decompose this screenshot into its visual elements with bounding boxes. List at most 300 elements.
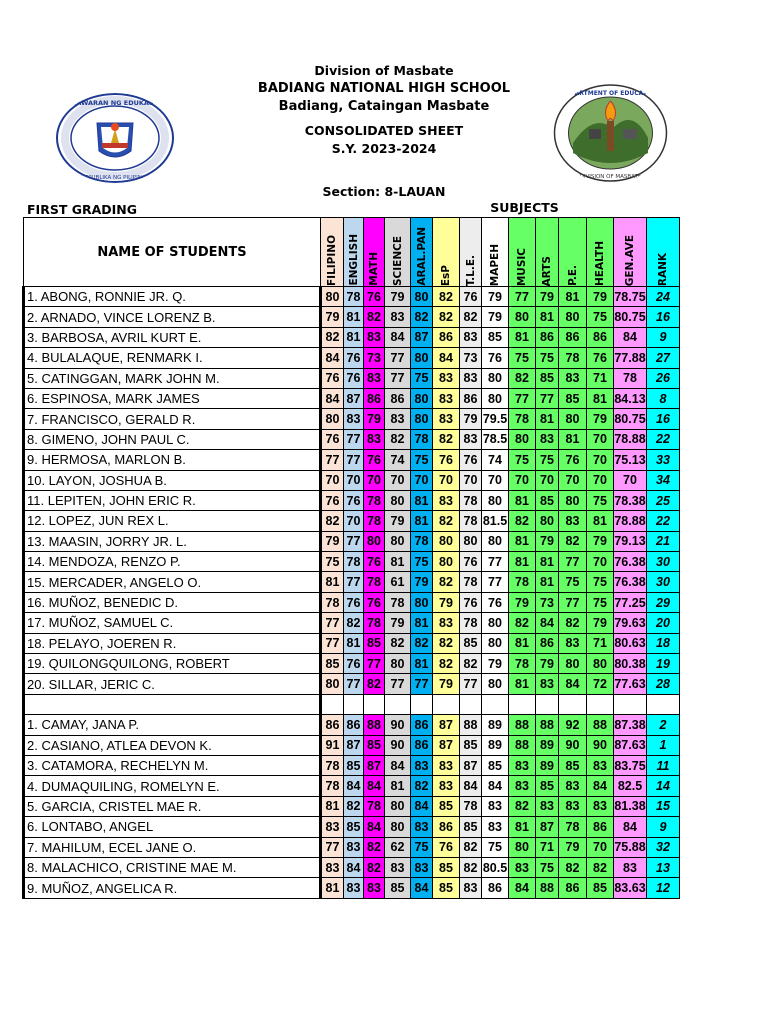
- grade-cell: 88: [536, 715, 559, 735]
- grade-cell: 78: [364, 796, 385, 816]
- grade-cell: 81: [385, 776, 411, 796]
- grade-cell: 76: [321, 429, 344, 449]
- grade-cell: 83: [460, 327, 482, 347]
- grade-cell: 77: [385, 348, 411, 368]
- table-row: [24, 592, 680, 612]
- grade-cell: 82: [460, 857, 482, 877]
- grade-cell: 88: [587, 715, 614, 735]
- grade-cell: 86: [433, 817, 460, 837]
- column-header: [460, 218, 482, 287]
- grade-cell: 79: [482, 307, 509, 327]
- empty-cell: [385, 694, 411, 714]
- svg-text:REPUBLIKA NG PILIPINAS: REPUBLIKA NG PILIPINAS: [80, 175, 150, 181]
- grade-cell: 80: [385, 490, 411, 510]
- grade-cell: 70: [587, 552, 614, 572]
- grade-cell: 85: [482, 755, 509, 775]
- grade-cell: 82: [559, 613, 587, 633]
- column-header: [482, 218, 509, 287]
- average-cell: 78.88: [614, 429, 647, 449]
- grade-cell: 80: [411, 592, 433, 612]
- grade-cell: 75: [536, 857, 559, 877]
- average-cell: 83.63: [614, 878, 647, 898]
- column-header-label: P.E.: [566, 265, 579, 286]
- student-name: 2. CASIANO, ATLEA DEVON K.: [24, 735, 321, 755]
- grade-cell: 84: [536, 613, 559, 633]
- grade-cell: 86: [559, 878, 587, 898]
- grade-cell: 80: [559, 307, 587, 327]
- table-row: [24, 857, 680, 877]
- grade-cell: 82: [411, 307, 433, 327]
- grade-cell: 70: [587, 429, 614, 449]
- rank-cell: 29: [647, 592, 680, 612]
- grade-cell: 81: [509, 674, 536, 694]
- student-name: 13. MAASIN, JORRY JR. L.: [24, 531, 321, 551]
- student-name: 9. MUÑOZ, ANGELICA R.: [24, 878, 321, 898]
- grade-cell: 80: [482, 633, 509, 653]
- empty-cell: [614, 694, 647, 714]
- grade-cell: 82: [433, 287, 460, 307]
- table-row: [24, 654, 680, 674]
- grade-cell: 82: [509, 511, 536, 531]
- grade-cell: 76: [482, 348, 509, 368]
- grade-cell: 81: [536, 307, 559, 327]
- grade-cell: 78: [509, 409, 536, 429]
- grade-cell: 71: [536, 837, 559, 857]
- grade-cell: 70: [344, 511, 364, 531]
- grade-cell: 77: [344, 572, 364, 592]
- grade-cell: 90: [385, 715, 411, 735]
- column-header: [587, 218, 614, 287]
- grade-cell: 76: [460, 450, 482, 470]
- rank-cell: 22: [647, 511, 680, 531]
- grade-cell: 79.5: [482, 409, 509, 429]
- student-name: 11. LEPITEN, JOHN ERIC R.: [24, 490, 321, 510]
- grade-cell: 84: [460, 776, 482, 796]
- grade-cell: 76: [482, 592, 509, 612]
- rank-cell: 34: [647, 470, 680, 490]
- rank-cell: 21: [647, 531, 680, 551]
- student-name: 12. LOPEZ, JUN REX L.: [24, 511, 321, 531]
- grade-cell: 81: [344, 633, 364, 653]
- rank-cell: 12: [647, 878, 680, 898]
- table-row: [24, 552, 680, 572]
- grade-cell: 78: [411, 531, 433, 551]
- grade-cell: 86: [587, 817, 614, 837]
- grade-cell: 82: [587, 857, 614, 877]
- grade-cell: 80: [559, 654, 587, 674]
- grade-cell: 78: [344, 287, 364, 307]
- empty-cell: [647, 694, 680, 714]
- empty-cell: [411, 694, 433, 714]
- grade-cell: 86: [385, 388, 411, 408]
- grade-cell: 79: [321, 531, 344, 551]
- column-header: [344, 218, 364, 287]
- column-header-label: HEALTH: [594, 241, 606, 286]
- grade-cell: 80: [411, 287, 433, 307]
- grade-cell: 78: [321, 776, 344, 796]
- grade-cell: 78.5: [482, 429, 509, 449]
- student-name: 16. MUÑOZ, BENEDIC D.: [24, 592, 321, 612]
- grade-cell: 78: [559, 348, 587, 368]
- grade-cell: 76: [344, 490, 364, 510]
- grade-cell: 81: [509, 552, 536, 572]
- grade-cell: 79: [536, 654, 559, 674]
- grade-cell: 83: [509, 755, 536, 775]
- grade-cell: 73: [536, 592, 559, 612]
- grade-cell: 89: [482, 715, 509, 735]
- grade-cell: 86: [559, 327, 587, 347]
- grade-cell: 81: [411, 654, 433, 674]
- grade-cell: 84: [385, 755, 411, 775]
- grade-cell: 83: [536, 429, 559, 449]
- grade-cell: 83: [433, 755, 460, 775]
- grade-cell: 81: [587, 511, 614, 531]
- grade-cell: 84: [364, 817, 385, 837]
- grade-cell: 79: [587, 287, 614, 307]
- average-cell: 77.88: [614, 348, 647, 368]
- average-cell: 78.38: [614, 490, 647, 510]
- grade-cell: 83: [321, 817, 344, 837]
- grade-cell: 70: [509, 470, 536, 490]
- grade-cell: 86: [411, 715, 433, 735]
- grade-cell: 79: [321, 307, 344, 327]
- grade-cell: 79: [509, 592, 536, 612]
- table-row: [24, 837, 680, 857]
- grade-cell: 70: [321, 470, 344, 490]
- grade-cell: 87: [344, 388, 364, 408]
- grade-cell: 82: [385, 633, 411, 653]
- grade-cell: 79: [559, 837, 587, 857]
- grading-period: FIRST GRADING: [27, 202, 138, 217]
- grade-cell: 83: [433, 368, 460, 388]
- average-cell: 84.13: [614, 388, 647, 408]
- grade-cell: 87: [433, 735, 460, 755]
- average-cell: 83.75: [614, 755, 647, 775]
- grade-cell: 78: [364, 511, 385, 531]
- student-name: 4. BULALAQUE, RENMARK I.: [24, 348, 321, 368]
- rank-cell: 16: [647, 409, 680, 429]
- grade-cell: 81: [321, 796, 344, 816]
- empty-cell: [321, 694, 344, 714]
- grade-cell: 77: [536, 388, 559, 408]
- grade-cell: 85: [364, 633, 385, 653]
- grade-cell: 90: [559, 735, 587, 755]
- grade-cell: 85: [364, 735, 385, 755]
- grade-cell: 80: [482, 531, 509, 551]
- grade-cell: 75: [509, 348, 536, 368]
- table-row: [24, 817, 680, 837]
- grade-cell: 86: [587, 327, 614, 347]
- grade-cell: 80: [587, 654, 614, 674]
- grade-cell: 77: [482, 572, 509, 592]
- grade-cell: 75: [559, 572, 587, 592]
- rank-cell: 16: [647, 307, 680, 327]
- table-row: [24, 388, 680, 408]
- table-row: [24, 674, 680, 694]
- grade-cell: 76: [321, 490, 344, 510]
- grade-cell: 75: [411, 837, 433, 857]
- grade-cell: 83: [536, 796, 559, 816]
- grade-cell: 70: [433, 470, 460, 490]
- grade-cell: 81: [536, 552, 559, 572]
- grade-cell: 85: [536, 776, 559, 796]
- grade-cell: 81: [321, 572, 344, 592]
- grade-cell: 72: [587, 674, 614, 694]
- grade-cell: 81: [509, 490, 536, 510]
- grade-cell: 79: [536, 287, 559, 307]
- grade-cell: 80: [385, 817, 411, 837]
- grade-cell: 78: [364, 613, 385, 633]
- table-row: [24, 776, 680, 796]
- grade-cell: 80: [559, 490, 587, 510]
- grade-cell: 80: [411, 348, 433, 368]
- rank-cell: 24: [647, 287, 680, 307]
- grade-cell: 82: [321, 511, 344, 531]
- grade-cell: 76: [364, 592, 385, 612]
- empty-cell: [559, 694, 587, 714]
- rank-cell: 14: [647, 776, 680, 796]
- grade-cell: 79: [433, 592, 460, 612]
- grade-cell: 70: [344, 470, 364, 490]
- rank-cell: 13: [647, 857, 680, 877]
- column-header: [321, 218, 344, 287]
- grade-cell: 75: [411, 368, 433, 388]
- grade-cell: 76: [344, 348, 364, 368]
- grade-cell: 84: [587, 776, 614, 796]
- column-header-label: MAPEH: [489, 243, 501, 286]
- subjects-label: SUBJECTS: [490, 200, 559, 215]
- grade-cell: 78: [364, 490, 385, 510]
- grade-cell: 79: [587, 531, 614, 551]
- rank-cell: 1: [647, 735, 680, 755]
- grade-cell: 75: [411, 552, 433, 572]
- grade-cell: 84: [411, 878, 433, 898]
- grades-table: [22, 217, 680, 899]
- grade-cell: 80: [509, 429, 536, 449]
- rank-cell: 25: [647, 490, 680, 510]
- svg-text:DEPARTMENT OF EDUCATION: DEPARTMENT OF EDUCATION: [561, 90, 660, 97]
- grade-cell: 81: [411, 613, 433, 633]
- rank-cell: 27: [647, 348, 680, 368]
- grade-cell: 82: [509, 368, 536, 388]
- grade-cell: 84: [344, 776, 364, 796]
- grade-cell: 77: [344, 429, 364, 449]
- rank-cell: 32: [647, 837, 680, 857]
- grade-cell: 78: [460, 796, 482, 816]
- grade-cell: 83: [433, 388, 460, 408]
- grade-cell: 76: [321, 368, 344, 388]
- grade-cell: 77: [321, 837, 344, 857]
- deped-seal-logo: [55, 93, 175, 183]
- rank-cell: 33: [647, 450, 680, 470]
- grade-cell: 78: [460, 511, 482, 531]
- grade-cell: 86: [433, 327, 460, 347]
- table-row: [24, 755, 680, 775]
- average-cell: 79.63: [614, 613, 647, 633]
- grade-cell: 87: [460, 755, 482, 775]
- grade-cell: 79: [460, 409, 482, 429]
- rank-cell: 18: [647, 633, 680, 653]
- grade-cell: 76: [460, 552, 482, 572]
- name-column-header: NAME OF STUDENTS: [24, 218, 321, 287]
- grade-cell: 73: [460, 348, 482, 368]
- grade-cell: 80: [509, 837, 536, 857]
- empty-cell: [460, 694, 482, 714]
- grade-cell: 82: [411, 776, 433, 796]
- student-name: 19. QUILONGQUILONG, ROBERT: [24, 654, 321, 674]
- grade-cell: 85: [344, 817, 364, 837]
- grade-cell: 70: [559, 470, 587, 490]
- school-location: Badiang, Cataingan Masbate: [278, 99, 490, 114]
- average-cell: 83: [614, 857, 647, 877]
- column-header-label: RANK: [657, 252, 669, 286]
- rank-cell: 22: [647, 429, 680, 449]
- average-cell: 81.38: [614, 796, 647, 816]
- grade-cell: 81: [509, 817, 536, 837]
- grade-cell: 84: [344, 857, 364, 877]
- grade-cell: 83: [385, 857, 411, 877]
- grade-cell: 79: [536, 531, 559, 551]
- average-cell: 84: [614, 817, 647, 837]
- table-row: [24, 450, 680, 470]
- grade-cell: 82: [385, 429, 411, 449]
- column-header-label: FILIPINO: [326, 235, 338, 286]
- grade-cell: 78: [321, 592, 344, 612]
- grade-cell: 86: [344, 715, 364, 735]
- grade-cell: 77: [321, 613, 344, 633]
- grade-cell: 83: [433, 776, 460, 796]
- average-cell: 84: [614, 327, 647, 347]
- student-name: 5. CATINGGAN, MARK JOHN M.: [24, 368, 321, 388]
- grade-cell: 88: [364, 715, 385, 735]
- grade-cell: 76: [587, 348, 614, 368]
- student-name: 8. GIMENO, JOHN PAUL C.: [24, 429, 321, 449]
- grade-cell: 81: [411, 511, 433, 531]
- student-name: 7. FRANCISCO, GERALD R.: [24, 409, 321, 429]
- table-row: [24, 490, 680, 510]
- grade-cell: 85: [385, 878, 411, 898]
- grade-cell: 80: [536, 511, 559, 531]
- grade-cell: 83: [364, 429, 385, 449]
- grade-cell: 90: [587, 735, 614, 755]
- grade-cell: 75: [587, 307, 614, 327]
- empty-cell: [344, 694, 364, 714]
- grade-cell: 86: [460, 388, 482, 408]
- grade-cell: 78: [509, 654, 536, 674]
- grade-cell: 83: [460, 878, 482, 898]
- grade-cell: 76: [433, 450, 460, 470]
- table-row: [24, 327, 680, 347]
- student-name: 20. SILLAR, JERIC C.: [24, 674, 321, 694]
- table-row: [24, 287, 680, 307]
- grade-cell: 81: [344, 327, 364, 347]
- grade-cell: 77: [364, 654, 385, 674]
- average-cell: 87.63: [614, 735, 647, 755]
- grade-cell: 81: [411, 490, 433, 510]
- grade-cell: 81: [509, 633, 536, 653]
- grade-cell: 80: [559, 409, 587, 429]
- grade-cell: 78: [460, 572, 482, 592]
- grade-cell: 82: [344, 613, 364, 633]
- rank-cell: 2: [647, 715, 680, 735]
- student-name: 18. PELAYO, JOEREN R.: [24, 633, 321, 653]
- grade-cell: 84: [411, 796, 433, 816]
- grade-cell: 70: [587, 470, 614, 490]
- student-name: 6. ESPINOSA, MARK JAMES: [24, 388, 321, 408]
- table-row: [24, 715, 680, 735]
- grade-cell: 81: [559, 287, 587, 307]
- grade-cell: 82: [559, 531, 587, 551]
- average-cell: 80.38: [614, 654, 647, 674]
- grade-cell: 80: [482, 368, 509, 388]
- grade-cell: 77: [321, 633, 344, 653]
- grade-cell: 80: [433, 531, 460, 551]
- average-cell: 78: [614, 368, 647, 388]
- student-name: 1. ABONG, RONNIE JR. Q.: [24, 287, 321, 307]
- grade-cell: 82: [460, 307, 482, 327]
- school-name: BADIANG NATIONAL HIGH SCHOOL: [257, 81, 511, 96]
- column-header-label: MATH: [368, 252, 380, 286]
- grade-cell: 88: [460, 715, 482, 735]
- student-name: 10. LAYON, JOSHUA B.: [24, 470, 321, 490]
- average-cell: 87.38: [614, 715, 647, 735]
- grade-cell: 76: [559, 450, 587, 470]
- average-cell: 80.75: [614, 409, 647, 429]
- grade-cell: 83: [364, 878, 385, 898]
- grade-cell: 75: [411, 450, 433, 470]
- grade-cell: 78: [460, 490, 482, 510]
- grade-cell: 80: [364, 531, 385, 551]
- table-row: [24, 878, 680, 898]
- grade-cell: 80: [411, 409, 433, 429]
- grade-cell: 80: [482, 674, 509, 694]
- grade-cell: 70: [587, 837, 614, 857]
- grade-cell: 83: [559, 776, 587, 796]
- column-header: [536, 218, 559, 287]
- student-name: 9. HERMOSA, MARLON B.: [24, 450, 321, 470]
- rank-cell: 30: [647, 572, 680, 592]
- grade-cell: 92: [559, 715, 587, 735]
- student-name: 4. DUMAQUILING, ROMELYN E.: [24, 776, 321, 796]
- grade-cell: 85: [433, 857, 460, 877]
- column-header-label: ARAL.PAN: [415, 227, 428, 286]
- grade-cell: 83: [559, 511, 587, 531]
- table-row: [24, 613, 680, 633]
- grade-cell: 82: [460, 654, 482, 674]
- grade-cell: 83: [460, 368, 482, 388]
- average-cell: 80.75: [614, 307, 647, 327]
- grade-cell: 78: [344, 552, 364, 572]
- student-name: 7. MAHILUM, ECEL JANE O.: [24, 837, 321, 857]
- grade-cell: 70: [460, 470, 482, 490]
- grade-cell: 81: [509, 327, 536, 347]
- grade-cell: 83: [509, 776, 536, 796]
- grade-cell: 87: [433, 715, 460, 735]
- grade-cell: 83: [364, 368, 385, 388]
- grade-cell: 86: [536, 327, 559, 347]
- grade-cell: 75: [587, 592, 614, 612]
- empty-cell: [482, 694, 509, 714]
- svg-text:DIVISION OF MASBATE: DIVISION OF MASBATE: [579, 174, 642, 180]
- empty-cell: [24, 694, 321, 714]
- grade-cell: 76: [344, 368, 364, 388]
- grade-cell: 83: [559, 796, 587, 816]
- average-cell: 82.5: [614, 776, 647, 796]
- table-row: [24, 735, 680, 755]
- grade-cell: 83: [482, 817, 509, 837]
- grade-cell: 71: [587, 368, 614, 388]
- column-header: [385, 218, 411, 287]
